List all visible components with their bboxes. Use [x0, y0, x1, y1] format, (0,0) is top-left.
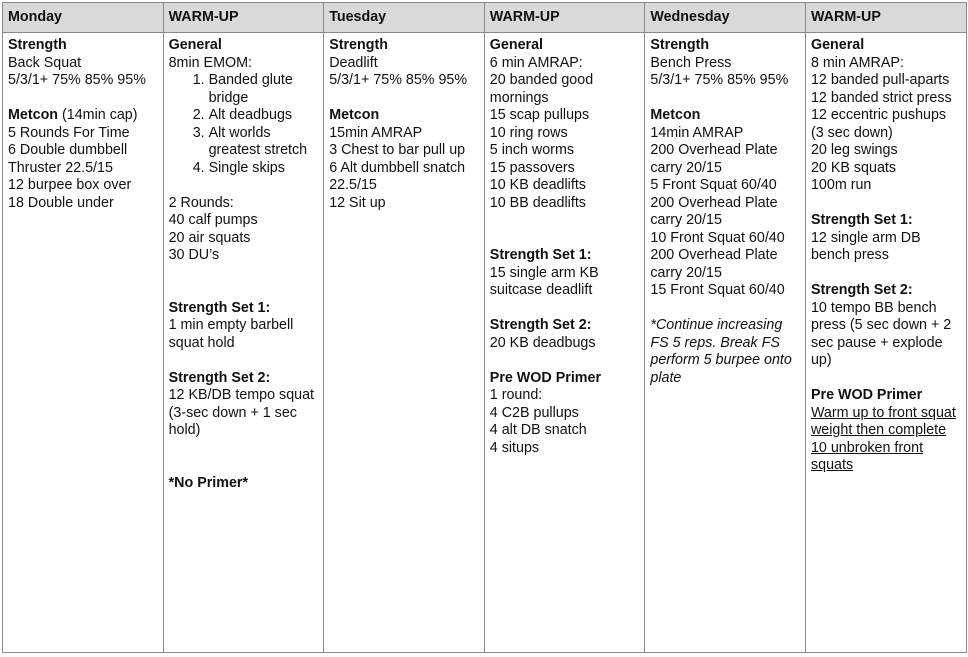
warmup-3-primer-text: Warm up to front squat weight then complete 10 unbroken front squats	[810, 404, 956, 473]
tuesday-metcon-line: 15min AMRAP	[329, 124, 423, 141]
monday-strength-line: Back Squat	[8, 54, 82, 71]
warmup-2-general-line: 6 min AMRAP:	[489, 54, 583, 71]
warmup-1-set1-text: 1 min empty barbell squat hold	[168, 317, 294, 351]
header-warmup-2: WARM-UP	[484, 3, 645, 33]
warmup-2-general-line: 10 BB deadlifts	[489, 194, 586, 211]
warmup-2-cell	[484, 33, 645, 653]
warmup-2-primer-line: 4 C2B pullups	[489, 404, 579, 421]
warmup-1-cell	[163, 33, 324, 653]
warmup-1-rounds-line: 2 Rounds:	[168, 194, 234, 211]
tuesday-strength-line: 5/3/1+ 75% 85% 95%	[329, 72, 468, 88]
warmup-3-general-line: 20 leg swings	[810, 142, 898, 158]
wednesday-metcon-line: 200 Overhead Plate carry 20/15	[650, 247, 778, 281]
monday-metcon-line: 5 Rounds For Time	[8, 124, 130, 141]
warmup-2-primer-title: Pre WOD Primer	[489, 369, 602, 386]
monday-cell	[3, 33, 164, 653]
warmup-2-set1-text: 15 single arm KB suitcase deadlift	[489, 264, 599, 298]
wednesday-metcon-title: Metcon	[650, 107, 701, 123]
wednesday-metcon-line: 10 Front Squat 60/40	[650, 229, 785, 246]
warmup-3-general-line: 12 banded pull-aparts	[810, 72, 950, 88]
warmup-1-general-title: General	[168, 37, 222, 53]
wednesday-metcon-line: 14min AMRAP	[650, 124, 744, 141]
tuesday-strength-title: Strength	[329, 37, 388, 53]
header-tuesday: Tuesday	[324, 3, 485, 33]
warmup-1-set2-text: 12 KB/DB tempo squat (3-sec down + 1 sec hold)	[168, 387, 315, 438]
monday-strength-title: Strength	[8, 37, 67, 53]
warmup-1-rounds-line: 20 air squats	[168, 229, 251, 246]
warmup-2-general-line: 5 inch worms	[489, 142, 574, 158]
monday-metcon-heading	[8, 107, 158, 125]
weekly-program-table	[2, 2, 967, 653]
warmup-2-set1-title: Strength Set 1:	[489, 247, 592, 263]
header-warmup-3: WARM-UP	[805, 3, 966, 33]
list-item: 4. Single skips	[209, 160, 319, 178]
list-item: 3. Alt worlds greatest stretch	[209, 125, 319, 160]
tuesday-metcon-line: 12 Sit up	[329, 194, 386, 211]
list-item: 1. Banded glute bridge	[209, 72, 319, 107]
warmup-2-general-line: 15 passovers	[489, 159, 575, 176]
warmup-1-rounds-line: 30 DU’s	[168, 247, 220, 263]
warmup-1-emom: 8min EMOM:	[168, 54, 253, 71]
warmup-2-general-title: General	[489, 37, 544, 53]
warmup-1-set2-title: Strength Set 2:	[168, 369, 271, 386]
monday-metcon-line: 12 burpee box over	[8, 177, 132, 193]
list-item: 2. Alt deadbugs	[209, 107, 319, 125]
warmup-2-primer-line: 4 alt DB snatch	[489, 422, 587, 438]
warmup-3-set2-title: Strength Set 2:	[810, 282, 913, 298]
wednesday-metcon-line: 200 Overhead Plate carry 20/15	[650, 142, 778, 176]
warmup-2-general-line: 15 scap pullups	[489, 107, 590, 123]
warmup-3-general-line: 20 KB squats	[810, 159, 897, 176]
wednesday-strength-title: Strength	[650, 37, 710, 53]
warmup-1-set1-title: Strength Set 1:	[168, 299, 271, 316]
wednesday-metcon-line: 200 Overhead Plate carry 20/15	[650, 194, 778, 228]
warmup-2-primer-line: 4 situps	[489, 439, 540, 456]
warmup-2-general-line: 20 banded good mornings	[489, 72, 594, 106]
monday-metcon-line: 6 Double dumbbell Thruster 22.5/15	[8, 142, 128, 176]
wednesday-note: *Continue increasing FS 5 reps. Break FS perform 5 burpee onto plate	[650, 317, 792, 386]
warmup-3-general-line: 12 eccentric pushups (3 sec down)	[810, 107, 947, 141]
header-warmup-1: WARM-UP	[163, 3, 324, 33]
content-row	[3, 33, 967, 653]
monday-strength-line: 5/3/1+ 75% 85% 95%	[8, 72, 146, 88]
warmup-3-set2-text: 10 tempo BB bench press (5 sec down + 2 sec pause + explode up)	[810, 299, 952, 368]
warmup-3-primer-title: Pre WOD Primer	[810, 387, 923, 403]
header-row	[3, 3, 967, 33]
warmup-3-general-title: General	[810, 37, 865, 53]
monday-metcon-title: Metcon	[8, 107, 59, 123]
warmup-3-general-line: 12 banded strict press	[810, 89, 952, 106]
wednesday-metcon-line: 15 Front Squat 60/40	[650, 282, 785, 298]
wednesday-metcon-line: 5 Front Squat 60/40	[650, 177, 777, 193]
tuesday-metcon-line: 3 Chest to bar pull up	[329, 142, 466, 158]
monday-metcon-line: 18 Double under	[8, 194, 114, 211]
warmup-2-set2-title: Strength Set 2:	[489, 317, 592, 333]
header-monday: Monday	[3, 3, 164, 33]
warmup-1-emom-list	[169, 72, 319, 177]
warmup-2-primer-line: 1 round:	[489, 387, 543, 403]
wednesday-strength-line: 5/3/1+ 75% 85% 95%	[650, 72, 789, 88]
tuesday-strength-line: Deadlift	[329, 54, 378, 71]
header-wednesday: Wednesday	[645, 3, 806, 33]
warmup-2-general-line: 10 ring rows	[489, 124, 568, 141]
monday-metcon-cap: (14min cap)	[58, 107, 138, 123]
tuesday-cell	[324, 33, 485, 653]
wednesday-cell	[645, 33, 806, 653]
warmup-3-cell	[805, 33, 966, 653]
warmup-3-general-line: 8 min AMRAP:	[810, 54, 904, 71]
warmup-1-rounds-line: 40 calf pumps	[168, 212, 258, 228]
warmup-3-general-line: 100m run	[810, 177, 872, 193]
warmup-2-set2-text: 20 KB deadbugs	[489, 334, 596, 351]
warmup-1-no-primer: *No Primer*	[168, 474, 249, 491]
wednesday-strength-line: Bench Press	[650, 54, 732, 71]
warmup-3-set1-text: 12 single arm DB bench press	[810, 229, 921, 263]
tuesday-metcon-title: Metcon	[329, 107, 380, 123]
tuesday-metcon-line: 6 Alt dumbbell snatch 22.5/15	[329, 159, 466, 193]
warmup-2-general-line: 10 KB deadlifts	[489, 177, 586, 193]
warmup-3-set1-title: Strength Set 1:	[810, 212, 913, 228]
